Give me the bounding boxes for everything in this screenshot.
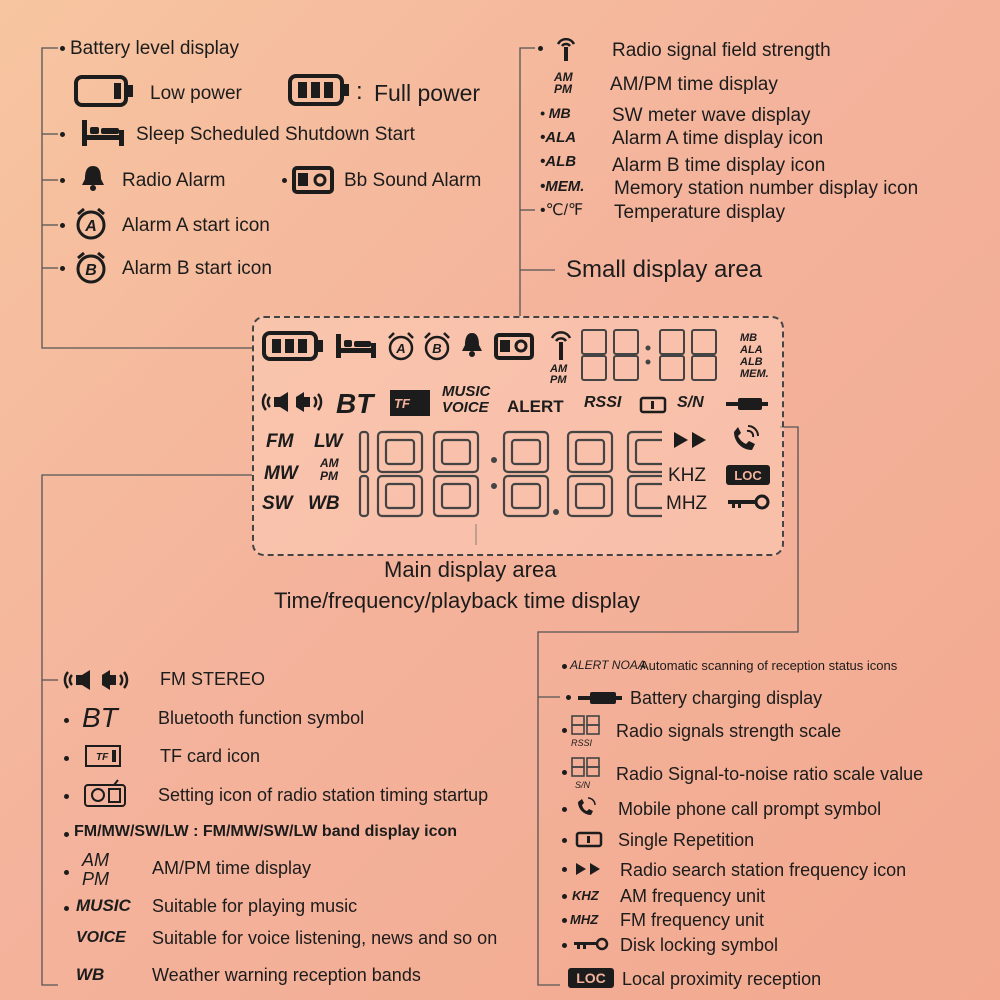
tf-card-icon — [84, 744, 124, 768]
loc-badge: LOC — [568, 968, 614, 988]
fm-stereo-label: FM STEREO — [160, 669, 266, 689]
lcd-antenna-icon — [548, 328, 574, 362]
sn-symbol: S/N — [575, 780, 591, 790]
rt-label-6: Temperature display — [614, 202, 786, 223]
rt-sym-ala: •ALA — [540, 129, 577, 146]
tf-label: TF card icon — [160, 746, 261, 766]
full-battery-icon — [288, 72, 354, 110]
lcd-tf-card-icon: TF — [390, 390, 430, 416]
voice-symbol: VOICE — [76, 929, 126, 946]
lcd-sn: S/N — [677, 394, 704, 411]
bt-label: Bluetooth function symbol — [158, 708, 365, 728]
rt-label-4: Alarm B time display icon — [612, 155, 826, 176]
ampm-label: AM/PM time display — [152, 858, 312, 878]
lcd-mhz: MHZ — [666, 493, 708, 514]
music-symbol: MUSIC — [76, 896, 131, 915]
key-icon — [572, 936, 612, 952]
battery-title: Battery level display — [70, 38, 239, 59]
full-power-label: Full power — [374, 80, 481, 106]
lcd-mw: MW — [264, 463, 298, 484]
mhz-label: FM frequency unit — [620, 910, 765, 930]
repeat-label: Single Repetition — [618, 830, 755, 850]
band-label: FM/MW/SW/LW : FM/MW/SW/LW band display icon — [74, 823, 458, 840]
svg-text:B: B — [432, 341, 442, 356]
music-label: Suitable for playing music — [152, 896, 358, 916]
mhz-symbol: MHZ — [570, 912, 599, 927]
svg-text:A: A — [396, 341, 406, 356]
lcd-small-digits — [578, 326, 738, 386]
alarm-b-icon — [74, 250, 108, 286]
svg-text:B: B — [85, 262, 97, 279]
lcd-alarm-a-icon — [386, 330, 416, 362]
lcd-radio-icon — [494, 331, 536, 361]
lcd-rssi: RSSI — [584, 394, 622, 411]
search-icon — [574, 861, 608, 877]
low-power-label: Low power — [150, 83, 242, 104]
alarm-a-label: Alarm A start icon — [122, 215, 270, 236]
rt-label-3: Alarm A time display icon — [612, 128, 824, 149]
call-label: Mobile phone call prompt symbol — [618, 799, 882, 819]
lcd-battery-icon — [262, 330, 326, 362]
sn-digits-icon — [570, 756, 604, 780]
lcd-mb-ala-alb-mem: MB ALA ALB MEM. — [740, 332, 769, 380]
search-label: Radio search station frequency icon — [620, 860, 907, 880]
loc-label: Local proximity reception — [622, 969, 822, 989]
lcd-bell-icon — [458, 330, 486, 360]
lcd-charging-icon — [724, 396, 770, 412]
timing-label: Setting icon of radio station timing startup — [158, 785, 489, 805]
khz-label: AM frequency unit — [620, 886, 766, 906]
timing-radio-icon — [82, 778, 130, 808]
lcd-ampm: AM PM — [320, 456, 339, 483]
sleep-label: Sleep Scheduled Shutdown Start — [136, 124, 415, 145]
rt-label-2: SW meter wave display — [612, 105, 811, 126]
repeat-icon — [574, 830, 604, 850]
lcd-alert: ALERT — [507, 397, 564, 416]
bt-symbol: BT — [82, 702, 118, 733]
lcd-loc-badge: LOC — [726, 465, 770, 485]
rssi-label: Radio signals strength scale — [616, 721, 842, 741]
lcd-lw: LW — [314, 431, 343, 452]
svg-text:TF: TF — [96, 752, 109, 763]
svg-text:A: A — [85, 218, 97, 235]
alarm-b-label: Alarm B start icon — [122, 258, 272, 279]
rssi-digits-icon — [570, 714, 604, 738]
alert-noaa-symbol: ALERT NOAA — [570, 658, 646, 672]
bell-icon — [78, 163, 108, 193]
rt-label-5: Memory station number display icon — [614, 178, 919, 199]
lcd-wb: WB — [308, 493, 340, 514]
charging-icon — [576, 690, 626, 706]
lcd-alarm-b-icon — [422, 330, 452, 362]
lcd-music-voice: MUSIC VOICE — [442, 383, 491, 416]
lcd-main-digits — [356, 426, 662, 522]
radio-alarm-label: Radio Alarm — [122, 170, 226, 191]
low-battery-icon — [74, 74, 136, 110]
alarm-a-icon — [74, 206, 108, 242]
lcd-repeat-icon — [638, 394, 668, 416]
ampm-symbol: AM PM — [82, 850, 109, 889]
khz-symbol: KHZ — [572, 888, 599, 903]
rt-label-1: AM/PM time display — [610, 74, 778, 95]
lcd-khz: KHZ — [668, 465, 706, 486]
lcd-stereo-icon — [260, 388, 328, 416]
rt-sym-temp: •℃/℉ — [540, 202, 584, 219]
lcd-small-ampm: AM PM — [550, 363, 568, 386]
lcd-bed-icon — [334, 332, 378, 360]
voice-label: Suitable for voice listening, news and so on — [152, 928, 498, 948]
sn-label: Radio Signal-to-noise ratio scale value — [616, 764, 924, 784]
lcd-call-icon — [728, 422, 762, 456]
rt-sym-alb: •ALB — [540, 153, 577, 170]
alert-noaa-label: Automatic scanning of reception status icons — [640, 658, 898, 673]
call-icon — [574, 795, 598, 819]
rt-sym-mb: • MB — [540, 105, 571, 121]
lcd-key-icon — [726, 492, 772, 512]
rt-sym-mem: •MEM. — [540, 178, 585, 195]
rt-sym-ampm: AM PM — [554, 70, 573, 96]
lock-label: Disk locking symbol — [620, 935, 779, 955]
wb-label: Weather warning reception bands — [152, 965, 421, 985]
signal-antenna-icon — [553, 34, 579, 62]
lcd-fm: FM — [266, 431, 294, 452]
radio-icon — [292, 164, 336, 194]
fm-stereo-icon — [62, 666, 140, 694]
lcd-bt: BT — [336, 388, 374, 419]
main-area-line2: Time/frequency/playback time display — [274, 588, 641, 613]
rssi-symbol: RSSI — [571, 738, 593, 748]
lcd-sw: SW — [262, 493, 293, 514]
small-display-area-label: Small display area — [566, 256, 763, 283]
rt-label-0: Radio signal field strength — [612, 40, 831, 61]
bb-sound-alarm-label: Bb Sound Alarm — [344, 170, 482, 191]
sleep-bed-icon — [80, 118, 126, 148]
wb-symbol: WB — [76, 965, 105, 984]
main-area-line1: Main display area — [384, 557, 557, 582]
charging-label: Battery charging display — [630, 688, 823, 708]
full-power-colon: : — [356, 78, 363, 105]
lcd-search-icon — [670, 428, 720, 452]
